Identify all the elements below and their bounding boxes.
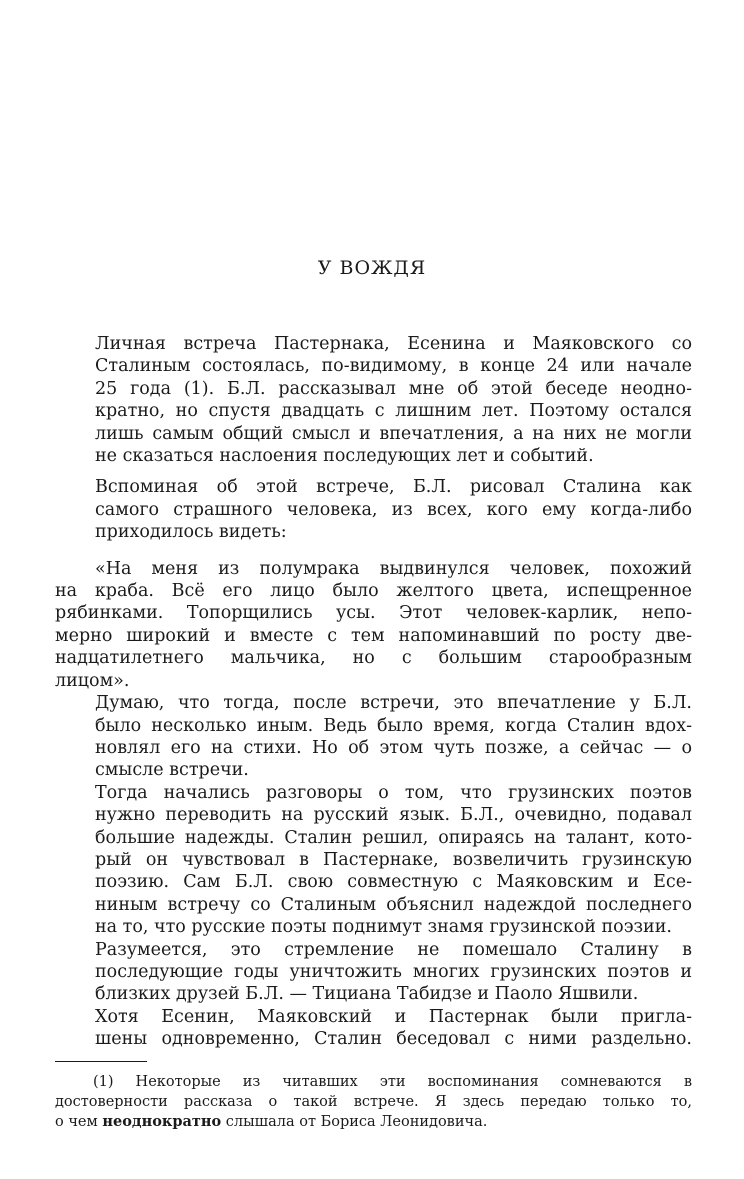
text-line: Личная встреча Пастернака, Есенина и Маяковского со — [95, 334, 692, 354]
text-line: рый он чувствовал в Пастернаке, возвеличить грузинскую — [95, 849, 692, 870]
text-line: самого страшного человека, из всех, кого ему когда-либо — [95, 499, 692, 520]
paragraph-quote — [55, 558, 692, 692]
text-line: лицом». — [55, 670, 130, 691]
text-line: лишь самым общий смысл и впечатления, а на них не могли — [95, 423, 692, 444]
text-line: не сказаться наслоения последующих лет и событий. — [95, 446, 594, 467]
text-line: на то, что русские поэты поднимут знамя грузинской поэзии. — [95, 917, 672, 938]
text-line: Вспоминая об этой встрече, Б.Л. рисовал Сталина как — [95, 477, 692, 498]
paragraph-meeting-date — [55, 333, 692, 467]
text-line: приходилось видеть: — [95, 522, 287, 543]
text-line: «На меня из полумрака выдвинулся человек, похожий — [95, 558, 692, 579]
paragraph-repressions — [55, 939, 692, 1006]
text-line: Думаю, что тогда, после встречи, это впечатление у Б.Л. — [95, 693, 692, 714]
paragraph-recollection — [55, 476, 692, 543]
text-line: было несколько иным. Ведь было время, когда Сталин вдох- — [95, 715, 692, 736]
footnote-line: достоверности рассказа о такой встрече. Я здесь передаю только то, — [55, 1093, 692, 1110]
footnote-text: слышала от Бориса Леонидовича. — [225, 1114, 488, 1130]
text-line: Хотя Есенин, Маяковский и Пастернак были пригла- — [95, 1006, 692, 1027]
paragraph-separate-meetings — [55, 1006, 692, 1051]
text-line: близких друзей Б.Л. — Тициана Табидзе и Паоло Яшвили. — [95, 984, 639, 1005]
paragraph-impression — [55, 692, 692, 782]
footnote-line — [55, 1112, 692, 1133]
text-line: Сталиным состоялась, по-видимому, в конце 24 или начале — [95, 356, 692, 377]
text-line: кратно, но спустя двадцать с лишним лет. Поэтому остался — [95, 401, 692, 422]
footnote-emphasis: неоднократно — [102, 1113, 222, 1130]
footnote-text: о чем — [55, 1114, 98, 1130]
text-line: на краба. Всё его лицо было желтого цвета, испещренное — [55, 581, 692, 602]
text-line: смысле встречи. — [95, 760, 249, 781]
text-line: большие надежды. Сталин решил, опираясь на талант, кото- — [95, 827, 692, 848]
text-line: Разумеется, это стремление не помешало Сталину в — [95, 939, 692, 960]
text-line: рябинками. Топорщились усы. Этот человек-карлик, непо- — [55, 603, 692, 624]
text-line: надцатилетнего мальчика, но с большим старообразным — [55, 648, 692, 669]
footnote-line: (1) Некоторые из читавших эти воспоминания сомневаются в — [93, 1074, 692, 1090]
text-line: ниным встречу со Сталиным объяснил надеждой последнего — [95, 894, 692, 915]
footnote-separator — [55, 1061, 147, 1062]
text-line: поэзию. Сам Б.Л. свою совместную с Маяковским и Есе- — [95, 872, 692, 893]
main-text — [55, 333, 692, 1051]
text-line: новлял его на стихи. Но об этом чуть позже, а сейчас — о — [95, 737, 692, 758]
text-line: шены одновременно, Сталин беседовал с ними раздельно. — [95, 1029, 692, 1050]
text-line: последующие годы уничтожить многих грузинских поэтов и — [95, 961, 692, 982]
text-line: Тогда начались разговоры о том, что грузинских поэтов — [95, 782, 692, 803]
paragraph-translation — [55, 782, 692, 939]
chapter-title: У ВОЖДЯ — [317, 257, 427, 279]
footnote — [55, 1073, 692, 1133]
text-line: мерно широкий и вместе с тем напоминавший по росту две- — [55, 625, 692, 646]
text-line: нужно переводить на русский язык. Б.Л., очевидно, подавал — [95, 805, 692, 826]
text-line: 25 года (1). Б.Л. рассказывал мне об этой беседе неодно- — [95, 378, 692, 399]
